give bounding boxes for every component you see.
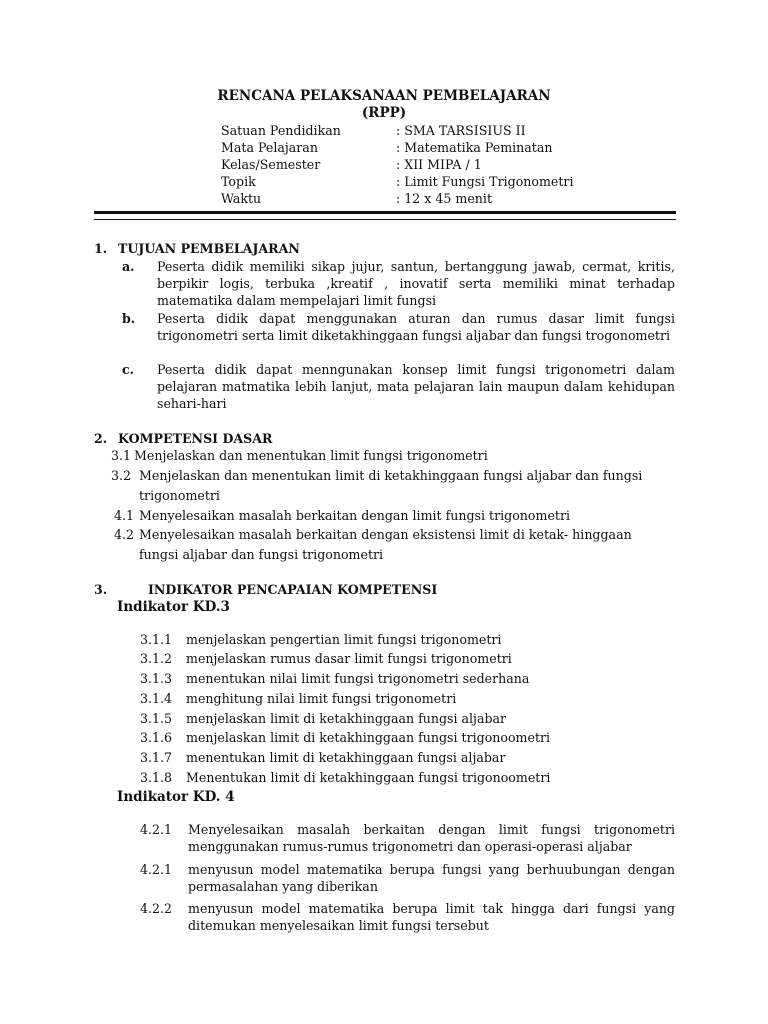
indicator-code: 3.1.3: [140, 671, 173, 686]
info-row: [221, 156, 573, 173]
indicator-text: Menentukan limit di ketakhinggaan fungsi trigonoometri: [186, 770, 551, 785]
divider-thick: [94, 211, 676, 214]
divider-thin: [94, 219, 676, 220]
info-row: [221, 173, 573, 190]
indicator-text: menjelaskan rumus dasar limit fungsi trigonometri: [186, 651, 512, 666]
kd-text: Menyelesaikan masalah berkaitan dengan eksistensi limit di ketak- hinggaan: [139, 527, 632, 542]
section-3-title: INDIKATOR PENCAPAIAN KOMPETENSI: [148, 582, 438, 597]
objective-text: Peserta didik memiliki sikap jujur, santun, bertanggung jawab, cermat, kritis, berpikir logis, terbuka ,kreatif , inovatif serta memiliki minat terhadap matematika dalam mempelajari limit fungsi: [157, 259, 675, 308]
indicator-text: menjelaskan limit di ketakhinggaan fungsi aljabar: [186, 711, 507, 726]
document-subtitle: (RPP): [361, 105, 407, 121]
indicator-row: [140, 769, 550, 786]
indicator-code: 3.1.6: [140, 730, 173, 745]
indicator-code: 4.2.1: [140, 862, 173, 877]
info-value: : 12 x 45 menit: [396, 191, 493, 206]
info-label: Kelas/Semester: [221, 157, 321, 172]
indicator-code: 3.1.2: [140, 651, 173, 666]
indicator-text: menjelaskan pengertian limit fungsi trigonometri: [186, 632, 502, 647]
info-value: : Limit Fungsi Trigonometri: [396, 174, 574, 189]
indicator-text: Menyelesaikan masalah berkaitan dengan limit fungsi trigonometri menggunakan rumus-rumus trigonometri dan operasi-operasi aljabar: [188, 822, 675, 854]
section-1-number: 1.: [94, 241, 108, 256]
indicator-text: menyusun model matematika berupa limit tak hingga dari fungsi yang ditemukan menyelesaikan limit fungsi tersebut: [188, 901, 675, 933]
kd-code: 3.2: [111, 468, 132, 483]
info-label: Mata Pelajaran: [221, 140, 318, 155]
document-title: RENCANA PELAKSANAAN PEMBELAJARAN: [217, 88, 551, 104]
indicator-text: menentukan limit di ketakhinggaan fungsi aljabar: [186, 750, 506, 765]
section-1-title: TUJUAN PEMBELAJARAN: [118, 241, 300, 256]
kd-code: 3.1: [111, 448, 132, 463]
info-label: Satuan Pendidikan: [221, 123, 341, 138]
indicator-text: menghitung nilai limit fungsi trigonometri: [186, 691, 457, 706]
info-value: : XII MIPA / 1: [396, 157, 482, 172]
info-label: Topik: [221, 174, 256, 189]
section-2-title: KOMPETENSI DASAR: [118, 431, 273, 446]
indicator-row: [140, 631, 501, 648]
indicator-code: 3.1.7: [140, 750, 173, 765]
indicator-row: [140, 710, 506, 727]
kd-text: Menyelesaikan masalah berkaitan dengan limit fungsi trigonometri: [139, 508, 571, 523]
info-value: : SMA TARSISIUS II: [396, 123, 526, 138]
kd-text-continued: fungsi aljabar dan fungsi trigonometri: [139, 547, 384, 562]
kd-text: Menjelaskan dan menentukan limit di ketakhinggaan fungsi aljabar dan fungsi: [139, 468, 643, 483]
indicator-code: 4.2.1: [140, 822, 173, 837]
indicator-code: 4.2.2: [140, 901, 173, 916]
objective-text: Peserta didik dapat menngunakan konsep limit fungsi trigonometri dalam pelajaran matmatika lebih lanjut, mata pelajaran lain maupun dalam kehidupan sehari-hari: [157, 362, 675, 411]
info-row: [221, 139, 573, 156]
identity-table: [221, 122, 573, 207]
info-label: Waktu: [221, 191, 262, 206]
indicator-code: 3.1.4: [140, 691, 173, 706]
indicator-row: [140, 749, 505, 766]
indicator-row: [140, 690, 456, 707]
info-row: [221, 190, 573, 207]
indicator-row: [140, 729, 550, 746]
indicator-code: 3.1.8: [140, 770, 173, 785]
kd-text: Menjelaskan dan menentukan limit fungsi trigonometri: [134, 448, 488, 463]
indicator-code: 3.1.5: [140, 711, 173, 726]
objective-letter: a.: [122, 259, 135, 274]
objective-text: Peserta didik dapat menggunakan aturan dan rumus dasar limit fungsi trigonometri serta limit diketakhinggaan fungsi aljabar dan fungsi trogonometri: [157, 311, 675, 343]
indicator-text: menentukan nilai limit fungsi trigonometri sederhana: [186, 671, 530, 686]
section-3-number: 3.: [94, 582, 108, 597]
objective-letter: b.: [122, 311, 136, 326]
section-2-number: 2.: [94, 431, 108, 446]
indikator-kd4-heading: Indikator KD. 4: [117, 789, 235, 805]
info-value: : Matematika Peminatan: [396, 140, 553, 155]
indicator-row: [140, 670, 529, 687]
objective-letter: c.: [122, 362, 135, 377]
indicator-text: menjelaskan limit di ketakhinggaan fungsi trigonoometri: [186, 730, 551, 745]
indikator-kd3-heading: Indikator KD.3: [117, 599, 230, 615]
indicator-text: menyusun model matematika berupa fungsi yang berhuubungan dengan permasalahan yang diberikan: [188, 862, 675, 894]
indicator-row: [140, 650, 512, 667]
kd-code: 4.1: [114, 508, 135, 523]
kd-text-continued: trigonometri: [139, 488, 220, 503]
indicator-code: 3.1.1: [140, 632, 173, 647]
kd-code: 4.2: [114, 527, 135, 542]
info-row: [221, 122, 573, 139]
